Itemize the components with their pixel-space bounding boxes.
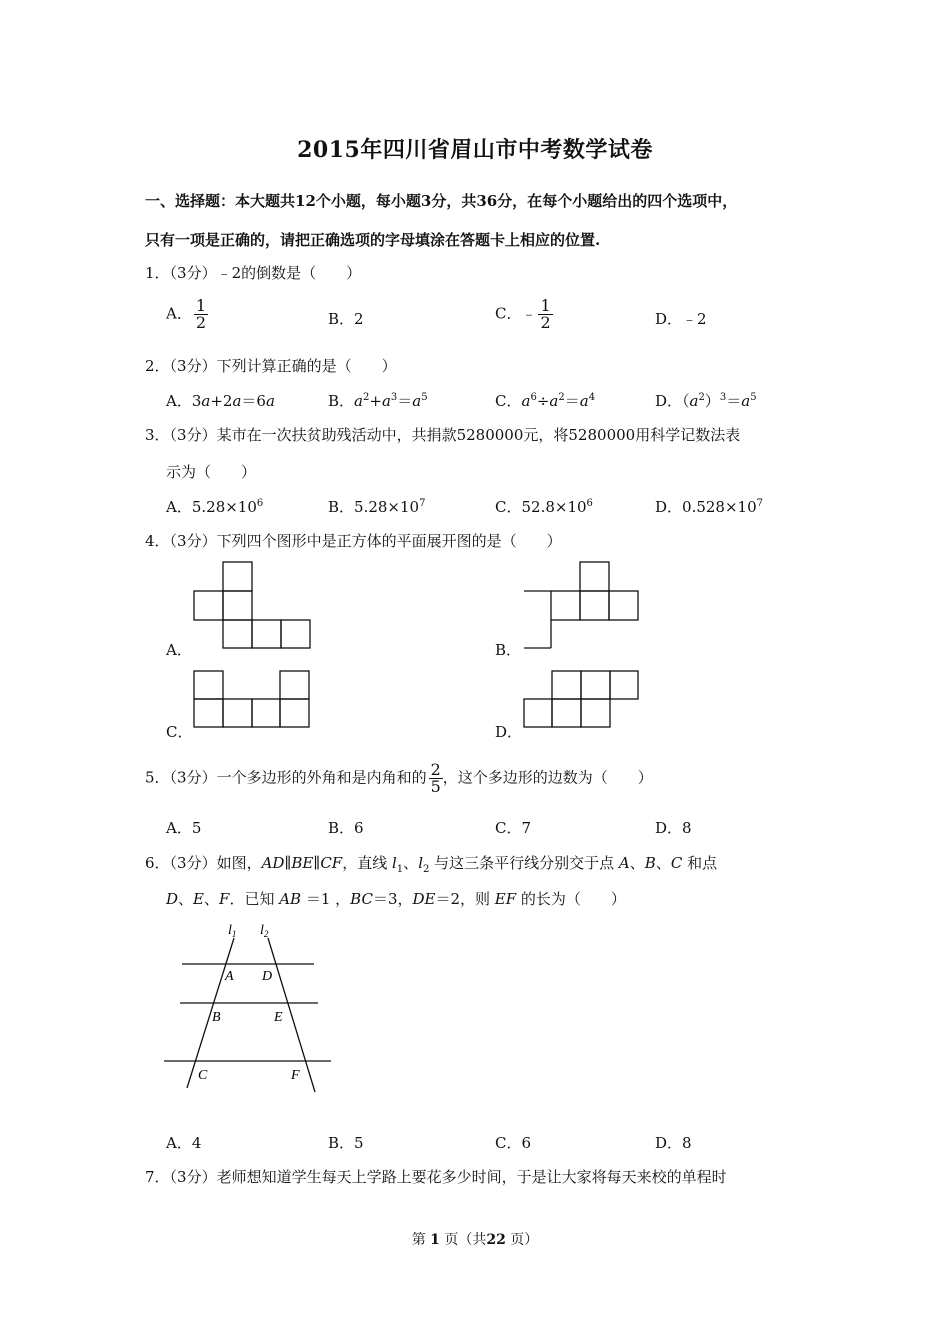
question-3-stem-line2: 示为（ ） xyxy=(166,463,257,481)
q5-option-a: A．5 xyxy=(166,819,202,837)
question-4-stem: 4．（3分）下列四个图形中是正方体的平面展开图的是（ ） xyxy=(145,532,562,550)
page-footer: 第 1 页（共22 页） xyxy=(411,1232,539,1248)
question-6-stem-line1: 6．（3分）如图，AD∥BE∥CF，直线 $l_1$、$l_2$ 与这三条平行线分别交于点 A、B、C 和点 xyxy=(145,854,718,875)
q1-option-d: D．﹣2 xyxy=(655,310,707,328)
section-header-line2: 只有一项是正确的，请把正确选项的字母填涂在答题卡上相应的位置. xyxy=(145,231,601,249)
question-2-stem: 2．（3分）下列计算正确的是（ ） xyxy=(145,357,397,375)
q6-option-d: D．8 xyxy=(655,1134,692,1152)
page-number: 1 xyxy=(430,1232,440,1248)
page-total: 22 xyxy=(486,1232,506,1248)
label-b: B xyxy=(212,1010,221,1025)
q4-option-b: B． xyxy=(495,641,522,659)
q5-option-c: C．7 xyxy=(495,819,532,837)
label-f: F xyxy=(291,1068,300,1083)
q4-option-d: D． xyxy=(495,723,523,741)
question-5-stem: 5．（3分）一个多边形的外角和是内角和的 $\frac{2}{5}$ ，这个多边形的边数为（ ） xyxy=(145,760,653,796)
q1-option-b: B．2 xyxy=(328,310,364,328)
q3-option-c: C．$52.8\times 10^6$ xyxy=(495,498,593,516)
q6-option-b: B．5 xyxy=(328,1134,364,1152)
q4-option-a: A． xyxy=(166,641,192,659)
q1-option-c: C．﹣ $\frac{1}{2}$ xyxy=(495,296,551,332)
label-l2: $l_2$ xyxy=(260,923,269,939)
q5-option-b: B．6 xyxy=(328,819,364,837)
q1-option-a: A． $\frac{1}{2}$ xyxy=(166,296,207,332)
question-3-stem-line1: 3．（3分）某市在一次扶贫助残活动中，共捐款5280000元，将5280000用科学记数法表 xyxy=(145,426,741,444)
section-header-line1: 一、选择题：本大题共12个小题，每小题3分，共36分，在每个小题给出的四个选项中， xyxy=(145,192,738,210)
q2-option-d: D．$(a^2)^3=a^5$ xyxy=(655,392,757,410)
question-1-stem: 1．（3分）﹣2的倒数是（ ） xyxy=(145,264,362,282)
label-d: D xyxy=(262,969,273,984)
q5-option-d: D．8 xyxy=(655,819,692,837)
question-7-stem: 7．（3分）老师想知道学生每天上学路上要花多少时间，于是让大家将每天来校的单程时 xyxy=(145,1168,727,1186)
question-6-stem-line2: D、E、F．已知 AB ＝1 ，BC＝3，DE＝2，则 EF 的长为（ ） xyxy=(166,890,626,908)
label-l1: $l_1$ xyxy=(228,923,237,939)
q6-option-a: A．4 xyxy=(166,1134,202,1152)
q2-option-b: B．$a^2+a^3=a^5$ xyxy=(328,392,428,410)
q2-option-c: C．$a^6\div a^2=a^4$ xyxy=(495,392,596,410)
q3-option-b: B．$5.28\times 10^7$ xyxy=(328,498,426,516)
q3-option-d: D．$0.528\times 10^7$ xyxy=(655,498,763,516)
label-c: C xyxy=(198,1068,208,1083)
q6-option-c: C．6 xyxy=(495,1134,532,1152)
label-e: E xyxy=(274,1010,283,1025)
line-l1 xyxy=(187,938,234,1088)
q2-option-a: A．3a+2a＝6a xyxy=(166,392,275,410)
q3-option-a: A．$5.28\times 10^6$ xyxy=(166,498,264,516)
q4-option-c: C． xyxy=(166,723,193,741)
page-title: 2015年四川省眉山市中考数学试卷 xyxy=(297,137,653,163)
label-a: A xyxy=(225,969,234,984)
